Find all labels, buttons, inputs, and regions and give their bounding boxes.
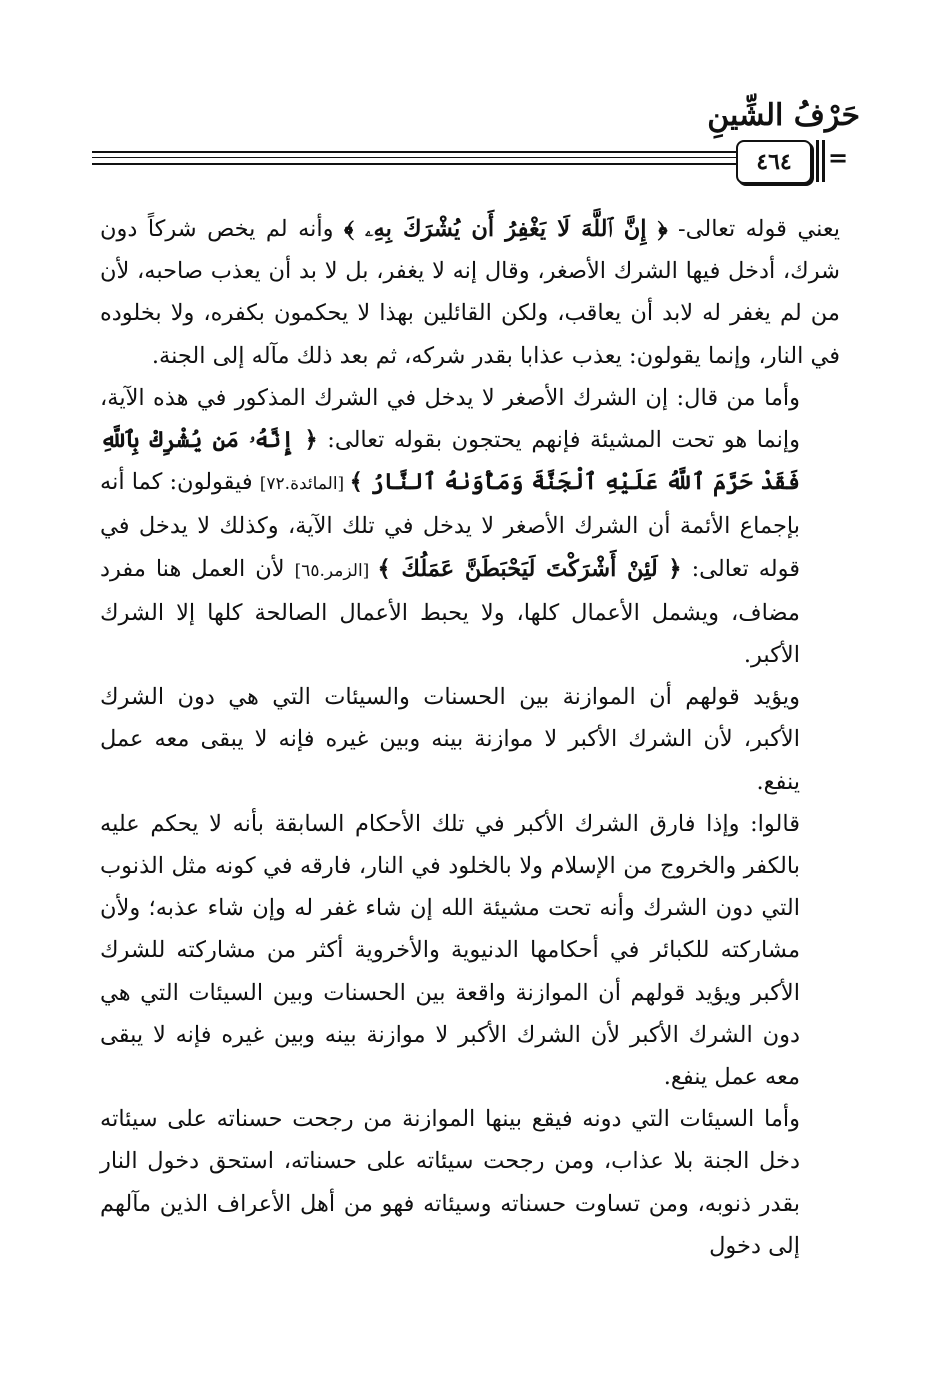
quran-verse: ﴿ لَئِنْ أَشْرَكْتَ لَيَحْبَطَنَّ عَمَلُكَ ﴾ (377, 555, 682, 582)
paragraph (100, 676, 840, 803)
quran-verse: ﴿ إِنَّهُۥ مَن يُشْرِكْ بِٱللَّهِ فَقَدْ حَرَّمَ ٱللَّهُ عَلَيْهِ ٱلْجَنَّةَ وَمَأْوَىٰهُ ٱلنَّارُ ﴾ (100, 427, 800, 496)
paragraph-text: قالوا: وإذا فارق الشرك الأكبر في تلك الأحكام السابقة بأنه لا يحكم عليه بالكفر والخروج من الإسلام ولا بالخلود في النار، فارقه في كونه مثل الذنوب التي دون الشرك وأنه تحت مشيئة الله إن شاء غفر له وإن شاء عذبه؛ ولأن مشاركته للكبائر في أحكامها الدنيوية والأخروية أكثر من مشاركته للشرك الأكبر ويؤيد قولهم أن الموازنة واقعة بين الحسنات وبين السيئات التي هي دون الشرك الأكبر لأن الشرك الأكبر لا موازنة بينه وبين غيره فإنه لا يبقى معه عمل ينفع. (100, 810, 801, 1091)
paragraph (100, 377, 840, 676)
page-number: ٤٦٤ (756, 149, 792, 175)
verse-reference: [المائدة.٧٢] (259, 474, 350, 495)
quran-verse: ﴿ إِنَّ ٱللَّهَ لَا يَغْفِرُ أَن يُشْرَكَ بِهِۦ ﴾ (343, 216, 668, 242)
paragraph (100, 803, 840, 1098)
paragraph-text: وأما من قال: إن الشرك الأصغر لا يدخل في الشرك المذكور في هذه الآية، وإنما هو تحت المشيئة فإنهم يحتجون بقوله تعالى: (100, 384, 800, 454)
header-rule (92, 151, 737, 153)
paragraph (100, 208, 840, 377)
verse-reference: [الزمر.٦٥] (294, 560, 378, 581)
paragraph-text: وأما السيئات التي دونه فيقع بينها الموازنة من رجحت حسناته على سيئاته دخل الجنة بلا عذاب، ومن رجحت سيئاته على حسناته، استحق دخول النار بقدر ذنوبه، ومن تساوت حسناته وسيئاته فهو من أهل الأعراف الذين مآلهم إلى دخول (100, 1106, 800, 1259)
body-text (100, 208, 840, 1267)
ornament-bar (822, 140, 825, 182)
ornament-mark: = (828, 143, 849, 172)
page-number-box (736, 140, 812, 184)
chapter-title: حَرْفُ الشِّينِ (707, 98, 860, 133)
header-rule (92, 163, 737, 165)
paragraph-text: لأن العمل هنا مفرد مضاف، ويشمل الأعمال كلها، ولا يحبط الأعمال الصالحة كلها إلا الشرك الأكبر. (100, 555, 800, 669)
paragraph-text: وأنه لم يخص شركاً دون شرك، أدخل فيها الشرك الأصغر، وقال إنه لا يغفر، بل لا بد أن يعذب صاحبه، لأن من لم يغفر له لابد أن يعاقب، ولكن القائلين بهذا لا يحكمون بكفره، ولا بخلوده في النار، وإنما يقولون: يعذب عذابا بقدر شركه، ثم بعد ذلك مآله إلى الجنة. (100, 216, 840, 369)
paragraph (100, 1098, 840, 1267)
ornament-bar (816, 140, 819, 182)
paragraph-text: يعني قوله تعالى- (667, 216, 840, 242)
paragraph-text: فيقولون: كما أنه بإجماع الأئمة أن الشرك الأصغر لا يدخل في تلك الآية، وكذلك لا يدخل في قوله تعالى: (100, 469, 800, 582)
paragraph-text: ويؤيد قولهم أن الموازنة بين الحسنات والسيئات التي هي دون الشرك الأكبر، لأن الشرك الأكبر لا موازنة بينه وبين غيره فإنه لا يبقى معه عمل ينفع. (100, 684, 800, 795)
header-rule (92, 157, 737, 158)
